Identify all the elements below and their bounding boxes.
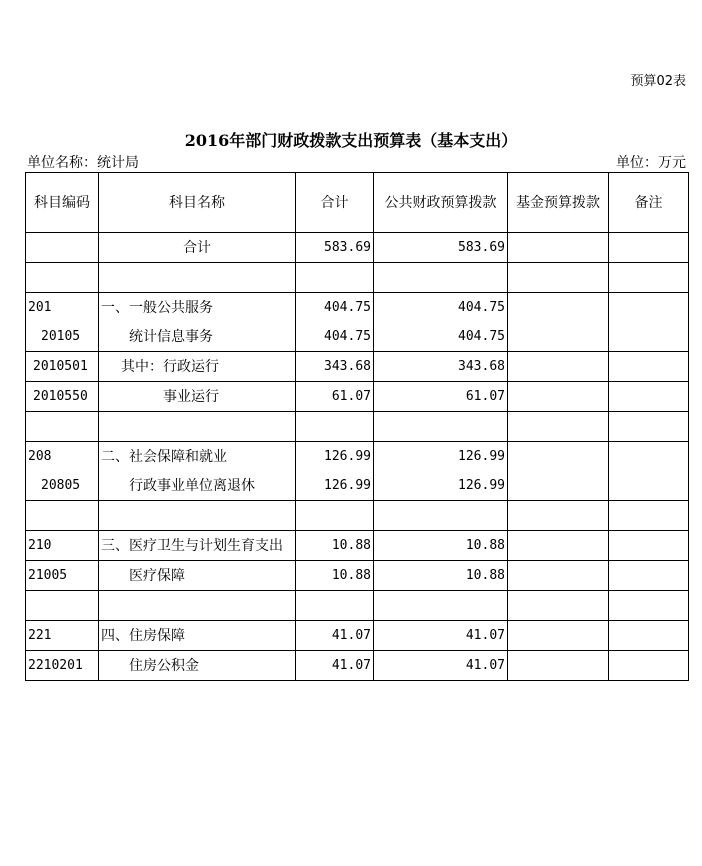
cell-name: 二、社会保障和就业 [99, 442, 296, 472]
cell-name: 事业运行 [99, 382, 296, 412]
cell-total [296, 263, 374, 293]
form-number: 预算02表 [630, 74, 686, 89]
cell-public: 126.99 [374, 471, 508, 501]
budget-table [25, 172, 689, 681]
cell-fund [508, 591, 609, 621]
cell-code: 210 [26, 531, 99, 561]
cell-fund [508, 352, 609, 382]
cell-code: 201 [26, 293, 99, 323]
cell-public [374, 263, 508, 293]
cell-name: 医疗保障 [99, 561, 296, 591]
cell-fund [508, 561, 609, 591]
table-row [26, 471, 689, 501]
cell-fund [508, 322, 609, 352]
cell-code [26, 591, 99, 621]
cell-name [99, 412, 296, 442]
cell-fund [508, 293, 609, 323]
cell-code: 2010550 [26, 382, 99, 412]
cell-name: 一、一般公共服务 [99, 293, 296, 323]
unit-name-label: 单位名称：统计局 [27, 155, 139, 171]
cell-name: 其中：行政运行 [99, 352, 296, 382]
cell-public: 404.75 [374, 293, 508, 323]
table-row [26, 233, 689, 263]
cell-total: 404.75 [296, 322, 374, 352]
cell-total: 61.07 [296, 382, 374, 412]
cell-note [609, 531, 689, 561]
table-row [26, 501, 689, 531]
page-title: 2016年部门财政拨款支出预算表（基本支出） [184, 131, 518, 150]
cell-code [26, 263, 99, 293]
cell-fund [508, 621, 609, 651]
cell-total: 41.07 [296, 621, 374, 651]
table-row [26, 352, 689, 382]
table-row [26, 322, 689, 352]
cell-code: 2010501 [26, 352, 99, 382]
cell-total: 126.99 [296, 471, 374, 501]
cell-public: 10.88 [374, 531, 508, 561]
cell-total [296, 591, 374, 621]
cell-public: 41.07 [374, 621, 508, 651]
cell-public: 61.07 [374, 382, 508, 412]
table-row [26, 561, 689, 591]
cell-fund [508, 442, 609, 472]
cell-public [374, 501, 508, 531]
table-row [26, 591, 689, 621]
cell-note [609, 442, 689, 472]
cell-public: 41.07 [374, 651, 508, 681]
cell-name: 三、医疗卫生与计划生育支出 [99, 531, 296, 561]
column-header-name: 科目名称 [99, 173, 296, 233]
cell-total [296, 412, 374, 442]
cell-total [296, 501, 374, 531]
cell-note [609, 412, 689, 442]
column-header-code: 科目编码 [26, 173, 99, 233]
cell-total: 10.88 [296, 561, 374, 591]
table-row [26, 442, 689, 472]
cell-public: 404.75 [374, 322, 508, 352]
cell-public [374, 412, 508, 442]
cell-fund [508, 263, 609, 293]
cell-code: 21005 [26, 561, 99, 591]
table-row [26, 412, 689, 442]
cell-code [26, 501, 99, 531]
cell-name: 行政事业单位离退休 [99, 471, 296, 501]
table-header-row [26, 173, 689, 233]
cell-name: 统计信息事务 [99, 322, 296, 352]
cell-note [609, 233, 689, 263]
cell-note [609, 322, 689, 352]
cell-fund [508, 233, 609, 263]
cell-fund [508, 382, 609, 412]
cell-fund [508, 651, 609, 681]
cell-note [609, 352, 689, 382]
cell-code: 20805 [26, 471, 99, 501]
cell-name: 四、住房保障 [99, 621, 296, 651]
table-row [26, 293, 689, 323]
cell-name [99, 591, 296, 621]
cell-public [374, 591, 508, 621]
table-row [26, 263, 689, 293]
column-header-fund-budget: 基金预算拨款 [508, 173, 609, 233]
cell-note [609, 591, 689, 621]
cell-public: 583.69 [374, 233, 508, 263]
cell-public: 126.99 [374, 442, 508, 472]
cell-note [609, 471, 689, 501]
cell-code: 20105 [26, 322, 99, 352]
column-header-total: 合计 [296, 173, 374, 233]
cell-fund [508, 412, 609, 442]
cell-fund [508, 501, 609, 531]
cell-note [609, 561, 689, 591]
cell-total: 41.07 [296, 651, 374, 681]
column-header-public-budget: 公共财政预算拨款 [374, 173, 508, 233]
table-row [26, 382, 689, 412]
table-row [26, 531, 689, 561]
cell-note [609, 382, 689, 412]
cell-note [609, 621, 689, 651]
cell-name [99, 263, 296, 293]
cell-name: 合计 [99, 233, 296, 263]
cell-fund [508, 531, 609, 561]
cell-code [26, 233, 99, 263]
cell-total: 343.68 [296, 352, 374, 382]
cell-public: 343.68 [374, 352, 508, 382]
cell-code: 208 [26, 442, 99, 472]
column-header-note: 备注 [609, 173, 689, 233]
cell-note [609, 501, 689, 531]
cell-total: 583.69 [296, 233, 374, 263]
cell-note [609, 651, 689, 681]
cell-total: 10.88 [296, 531, 374, 561]
cell-fund [508, 471, 609, 501]
cell-name [99, 501, 296, 531]
cell-public: 10.88 [374, 561, 508, 591]
cell-note [609, 263, 689, 293]
cell-code: 2210201 [26, 651, 99, 681]
cell-code [26, 412, 99, 442]
currency-unit-label: 单位：万元 [616, 155, 686, 171]
cell-name: 住房公积金 [99, 651, 296, 681]
cell-note [609, 293, 689, 323]
table-row [26, 651, 689, 681]
cell-total: 126.99 [296, 442, 374, 472]
table-row [26, 621, 689, 651]
cell-code: 221 [26, 621, 99, 651]
cell-total: 404.75 [296, 293, 374, 323]
